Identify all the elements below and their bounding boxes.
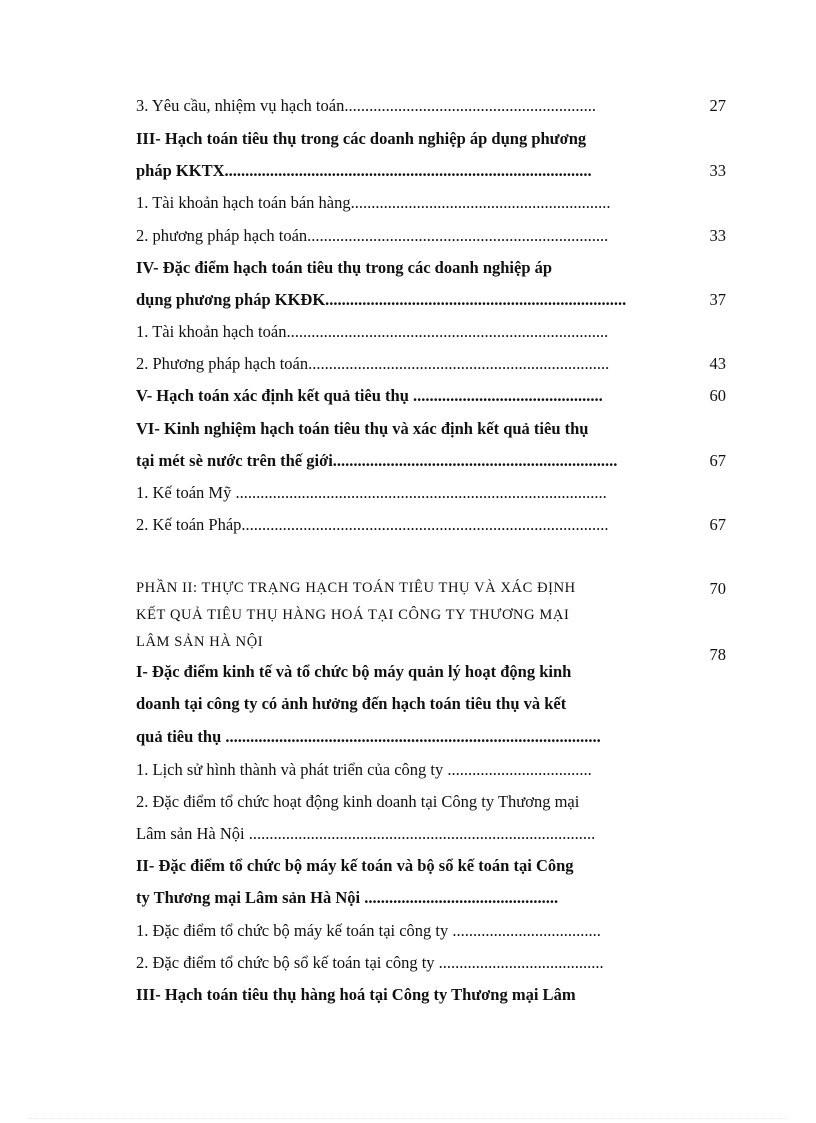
toc-page-number: 70 — [709, 579, 726, 598]
toc-heading: III- Hạch toán tiêu thụ hàng hoá tại Công ty Thương mại Lâm — [136, 985, 576, 1004]
toc-heading: tại mét sè nước trên thế giới..................................................................... — [136, 451, 618, 470]
toc-page-number: 33 — [709, 226, 726, 245]
toc-heading: dụng phương pháp KKĐK......................................................................... — [136, 290, 627, 309]
toc-page-number: 67 — [709, 451, 726, 470]
toc-entry: Lâm sản Hà Nội .................................................................................... — [136, 824, 596, 843]
toc-heading: II- Đặc điểm tổ chức bộ máy kế toán và bộ sổ kế toán tại Công — [136, 856, 574, 875]
part-heading: LÂM SẢN HÀ NỘI — [136, 634, 264, 650]
toc-heading: ty Thương mại Lâm sản Hà Nội ............................................... — [136, 888, 559, 907]
toc-heading: doanh tại công ty có ảnh hưởng đến hạch toán tiêu thụ và kết — [136, 694, 567, 713]
toc-entry: 1. Tài khoản hạch toán.............................................................................. — [136, 322, 609, 341]
toc-heading: V- Hạch toán xác định kết quả tiêu thụ .............................................. — [136, 386, 603, 405]
toc-page-number: 27 — [709, 96, 726, 115]
toc-page-number: 33 — [709, 161, 726, 180]
toc-heading: III- Hạch toán tiêu thụ trong các doanh nghiệp áp dụng phương — [136, 129, 587, 148]
page-edge-divider — [28, 1118, 788, 1119]
toc-entry: 3. Yêu cầu, nhiệm vụ hạch toán............................................................. — [136, 96, 596, 115]
toc-entry: 2. Kế toán Pháp......................................................................................... — [136, 515, 609, 534]
toc-heading: quả tiêu thụ ........................................................................................... — [136, 727, 601, 746]
toc-entry: 2. Đặc điểm tổ chức hoạt động kinh doanh tại Công ty Thương mại — [136, 792, 580, 811]
toc-entry: 2. phương pháp hạch toán......................................................................... — [136, 226, 609, 245]
toc-entry: 2. Phương pháp hạch toán......................................................................... — [136, 354, 610, 373]
toc-entry: 1. Kế toán Mỹ .......................................................................................... — [136, 483, 607, 502]
toc-heading: I- Đặc điểm kinh tế và tổ chức bộ máy quản lý hoạt động kinh — [136, 662, 572, 681]
toc-page-number: 60 — [709, 386, 726, 405]
toc-entry: 1. Đặc điểm tổ chức bộ máy kế toán tại công ty .................................... — [136, 921, 601, 940]
toc-page-number: 78 — [709, 645, 726, 664]
toc-page-number: 37 — [709, 290, 726, 309]
toc-heading: IV- Đặc điểm hạch toán tiêu thụ trong các doanh nghiệp áp — [136, 258, 553, 277]
toc-page-number: 43 — [709, 354, 726, 373]
toc-heading: VI- Kinh nghiệm hạch toán tiêu thụ và xác định kết quả tiêu thụ — [136, 419, 589, 438]
toc-entry: 1. Lịch sử hình thành và phát triển của công ty ................................... — [136, 760, 592, 779]
toc-entry: 2. Đặc điểm tổ chức bộ sổ kế toán tại công ty ........................................ — [136, 953, 604, 972]
toc-entry: 1. Tài khoản hạch toán bán hàng............................................................... — [136, 193, 611, 212]
part-heading: KẾT QUẢ TIÊU THỤ HÀNG HOÁ TẠI CÔNG TY THƯƠNG MẠI — [136, 607, 570, 623]
toc-page-number: 67 — [709, 515, 726, 534]
part-heading: PHẦN II: THỰC TRẠNG HẠCH TOÁN TIÊU THỤ VÀ XÁC ĐỊNH — [136, 580, 576, 596]
toc-heading: pháp KKTX......................................................................................... — [136, 161, 592, 180]
